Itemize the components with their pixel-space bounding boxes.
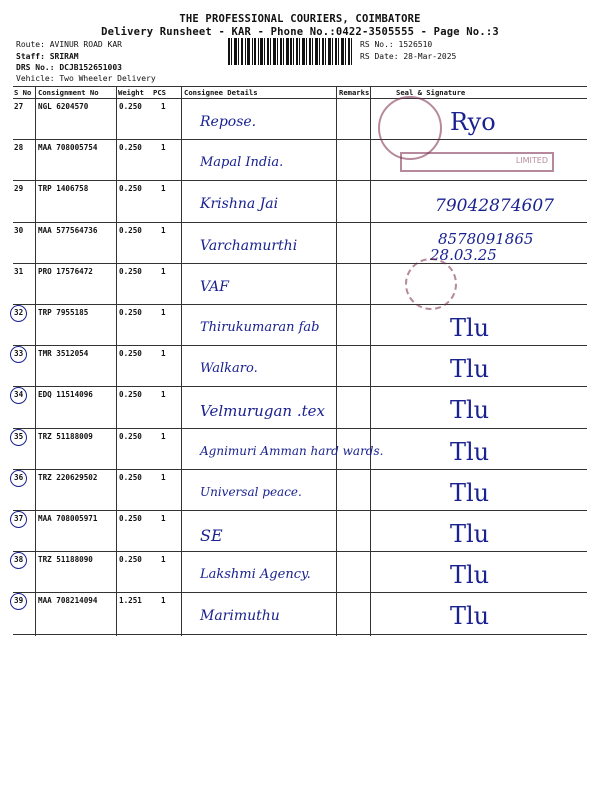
row-weight: 0.250	[119, 390, 142, 400]
table-header-rule	[13, 98, 587, 99]
row-consignee-handwritten: Krishna Jai	[200, 196, 279, 213]
col-header-weight: Weight	[118, 88, 144, 97]
col-divider	[181, 86, 182, 636]
row-sno: 30	[14, 225, 24, 235]
col-divider	[370, 86, 371, 636]
row-rule	[13, 222, 587, 223]
col-header-consignment: Consignment No	[38, 88, 99, 97]
row-weight: 0.250	[119, 143, 142, 153]
row-weight: 0.250	[119, 225, 142, 235]
row-pcs: 1	[161, 184, 166, 194]
table-top-rule	[13, 86, 587, 87]
row-consignee-handwritten: Repose.	[200, 114, 257, 130]
row-rule	[13, 386, 587, 387]
row-weight: 0.250	[119, 555, 142, 565]
col-header-sno: S No	[14, 88, 32, 97]
col-divider	[116, 86, 117, 636]
row-rule	[13, 304, 587, 305]
barcode-image	[228, 38, 352, 65]
row-weight: 0.250	[119, 349, 142, 359]
col-header-seal: Seal & Signature	[396, 88, 466, 97]
row-rule	[13, 180, 587, 181]
row-pcs: 1	[161, 514, 166, 523]
row-rule	[13, 634, 587, 635]
row-consignment-no: TRP 7955185	[38, 308, 89, 317]
row-sno: 37	[14, 514, 24, 523]
drs-number: DRS No.: DCJB152651003	[16, 63, 122, 72]
row-weight: 1.251	[119, 596, 142, 606]
vehicle-label: Vehicle: Two Wheeler Delivery	[16, 74, 156, 83]
route-label: Route: AVINUR ROAD KAR	[16, 40, 122, 49]
row-weight: 0.250	[119, 102, 142, 111]
row-sno: 28	[14, 143, 24, 153]
handwritten-date: 28.03.25	[430, 246, 497, 264]
col-divider	[35, 86, 36, 636]
row-weight: 0.250	[119, 266, 142, 276]
row-circle-mark	[10, 305, 27, 322]
row-sno: 36	[14, 472, 24, 482]
row-consignee-handwritten: Walkaro.	[200, 361, 258, 377]
row-consignment-no: PRO 17576472	[38, 266, 93, 276]
row-sno: 31	[14, 266, 24, 276]
row-signature: Tlu	[450, 437, 490, 466]
row-signature: Tlu	[450, 520, 490, 548]
col-header-remarks: Remarks	[339, 88, 370, 97]
row-rule	[13, 551, 587, 552]
row-circle-mark	[10, 470, 27, 487]
row-consignment-no: TRZ 51188009	[38, 431, 93, 441]
row-signature: Tlu	[450, 314, 490, 342]
row-consignee-handwritten: Thirukumaran fab	[200, 320, 320, 335]
row-rule	[13, 139, 587, 140]
row-consignment-no: TMR 3512054	[38, 349, 89, 359]
row-weight: 0.250	[119, 514, 142, 523]
row-circle-mark	[10, 387, 27, 404]
row-consignee-handwritten: SE	[200, 526, 223, 545]
row-circle-mark	[10, 346, 27, 363]
row-rule	[13, 510, 587, 511]
row-sno: 32	[14, 308, 24, 317]
row-consignee-handwritten: VAF	[200, 278, 229, 295]
row-signature: Tlu	[450, 478, 490, 507]
row-signature: Ryo	[450, 108, 496, 136]
row-pcs: 1	[161, 266, 166, 276]
row-pcs: 1	[161, 555, 166, 565]
row-sno: 35	[14, 431, 24, 441]
round-seal-stamp	[378, 96, 442, 160]
row-pcs: 1	[161, 596, 166, 606]
row-signature: Tlu	[450, 396, 490, 425]
row-pcs: 1	[161, 390, 166, 400]
row-consignment-no: MAA 577564736	[38, 225, 98, 235]
rs-number: RS No.: 1526510	[360, 40, 433, 49]
row-pcs: 1	[161, 349, 166, 359]
row-weight: 0.250	[119, 472, 142, 482]
row-pcs: 1	[161, 308, 166, 317]
row-sno: 34	[14, 390, 24, 400]
row-circle-mark	[10, 552, 27, 569]
row-rule	[13, 345, 587, 346]
round-seal-stamp-2	[405, 258, 457, 310]
row-consignee-handwritten: Varchamurthi	[200, 237, 298, 254]
row-rule	[13, 592, 587, 593]
row-consignee-handwritten: Mapal India.	[200, 155, 284, 171]
row-consignment-no: TRP 1406758	[38, 184, 89, 194]
row-consignee-handwritten: Marimuthu	[200, 608, 280, 625]
row-consignment-no: MAA 708005971	[38, 514, 98, 523]
row-sno: 33	[14, 349, 24, 359]
rect-stamp	[400, 152, 554, 172]
handwritten-phone-1: 79042874607	[435, 196, 554, 216]
row-rule	[13, 263, 587, 264]
company-title: THE PROFESSIONAL COURIERS, COIMBATORE	[179, 13, 421, 25]
row-consignee-handwritten: Lakshmi Agency.	[200, 567, 311, 583]
row-circle-mark	[10, 429, 27, 446]
stamp-text: LIMITED	[515, 156, 548, 165]
col-header-consignee: Consignee Details	[184, 88, 258, 97]
row-signature: Tlu	[450, 355, 490, 384]
row-rule	[13, 469, 587, 470]
row-consignment-no: NGL 6204570	[38, 102, 89, 111]
handwritten-phone-2: 8578091865	[438, 230, 534, 248]
row-signature: Tlu	[450, 561, 490, 590]
row-rule	[13, 428, 587, 429]
row-consignment-no: TRZ 51188090	[38, 555, 93, 565]
row-consignment-no: TRZ 220629502	[38, 472, 98, 482]
row-signature: Tlu	[450, 602, 490, 631]
row-sno: 27	[14, 102, 24, 111]
row-sno: 38	[14, 555, 24, 565]
row-circle-mark	[10, 511, 27, 528]
col-header-pcs: PCS	[153, 88, 166, 97]
row-pcs: 1	[161, 225, 166, 235]
row-weight: 0.250	[119, 431, 142, 441]
col-divider	[336, 86, 337, 636]
row-consignee-handwritten: Universal peace.	[200, 484, 302, 499]
row-consignee-handwritten: Agnimuri Amman hard wards.	[200, 443, 384, 458]
staff-label: Staff: SRIRAM	[16, 52, 79, 61]
row-sno: 39	[14, 596, 24, 606]
row-consignee-handwritten: Velmurugan .tex	[200, 402, 325, 421]
row-consignment-no: MAA 708005754	[38, 143, 98, 153]
row-pcs: 1	[161, 143, 166, 153]
row-sno: 29	[14, 184, 24, 194]
row-weight: 0.250	[119, 308, 142, 317]
row-pcs: 1	[161, 102, 166, 111]
row-weight: 0.250	[119, 184, 142, 194]
row-consignment-no: MAA 708214094	[38, 596, 98, 606]
rs-date: RS Date: 28-Mar-2025	[360, 52, 457, 61]
row-circle-mark	[10, 593, 27, 610]
row-consignment-no: EDQ 11514096	[38, 390, 93, 400]
row-pcs: 1	[161, 472, 166, 482]
runsheet-title: Delivery Runsheet - KAR - Phone No.:0422-3505555 - Page No.:3	[101, 26, 499, 38]
row-pcs: 1	[161, 431, 166, 441]
